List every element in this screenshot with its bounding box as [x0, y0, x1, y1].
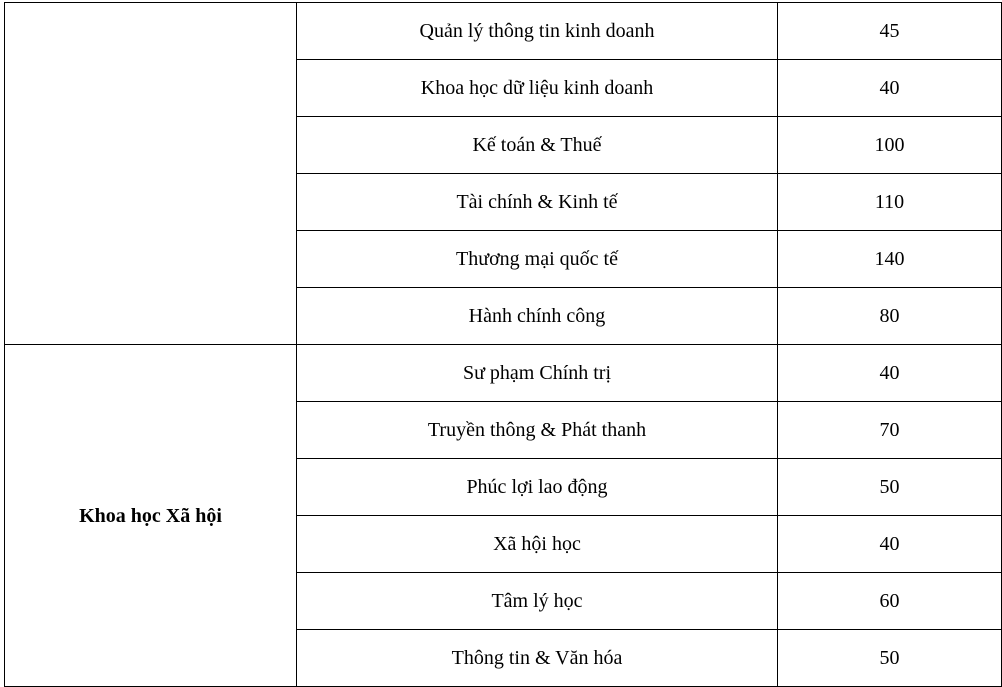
major-cell: Thông tin & Văn hóa	[297, 630, 778, 687]
major-cell: Sư phạm Chính trị	[297, 345, 778, 402]
quota-cell: 50	[778, 459, 1002, 516]
table-row	[5, 3, 1002, 60]
major-cell: Tài chính & Kinh tế	[297, 174, 778, 231]
quota-cell: 110	[778, 174, 1002, 231]
quota-cell: 40	[778, 60, 1002, 117]
major-cell: Hành chính công	[297, 288, 778, 345]
quota-cell: 45	[778, 3, 1002, 60]
major-cell: Khoa học dữ liệu kinh doanh	[297, 60, 778, 117]
major-cell: Quản lý thông tin kinh doanh	[297, 3, 778, 60]
table-row	[5, 345, 1002, 402]
group-cell	[5, 3, 297, 345]
quota-cell: 40	[778, 516, 1002, 573]
major-cell: Thương mại quốc tế	[297, 231, 778, 288]
quota-cell: 50	[778, 630, 1002, 687]
admission-quota-table	[4, 2, 1002, 687]
quota-cell: 80	[778, 288, 1002, 345]
quota-cell: 70	[778, 402, 1002, 459]
group-cell: Khoa học Xã hội	[5, 345, 297, 687]
major-cell: Tâm lý học	[297, 573, 778, 630]
major-cell: Phúc lợi lao động	[297, 459, 778, 516]
major-cell: Truyền thông & Phát thanh	[297, 402, 778, 459]
quota-cell: 140	[778, 231, 1002, 288]
major-cell: Xã hội học	[297, 516, 778, 573]
quota-cell: 60	[778, 573, 1002, 630]
major-cell: Kế toán & Thuế	[297, 117, 778, 174]
quota-cell: 100	[778, 117, 1002, 174]
quota-cell: 40	[778, 345, 1002, 402]
